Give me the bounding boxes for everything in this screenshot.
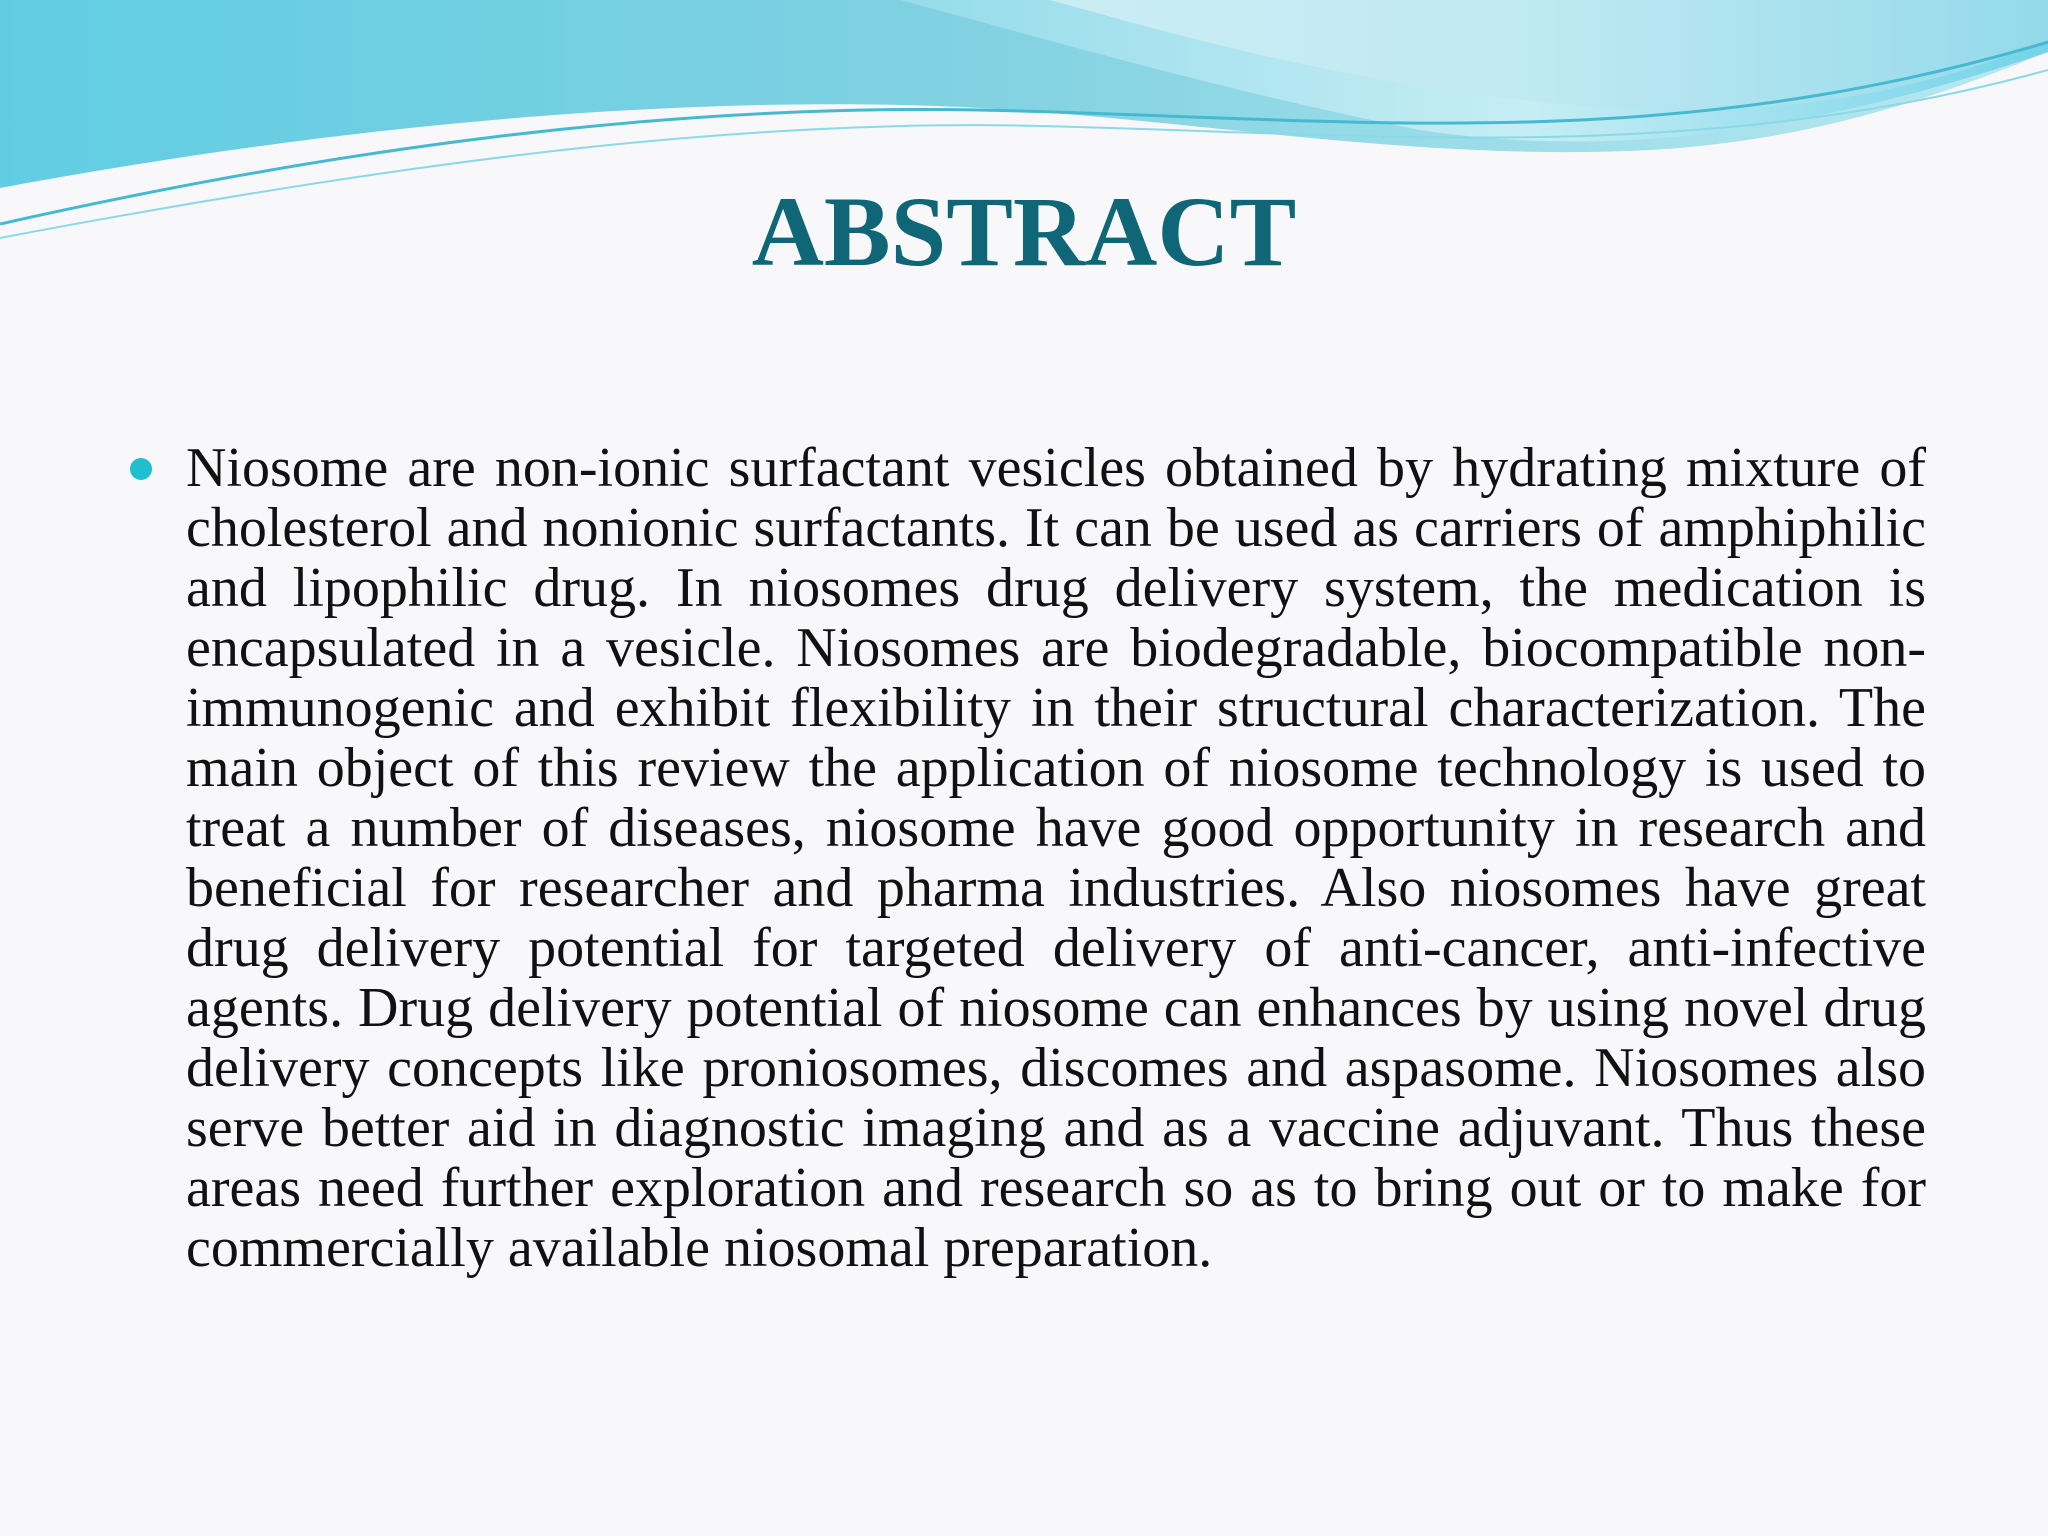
bullet-dot-icon bbox=[130, 458, 152, 480]
abstract-bullet-item bbox=[120, 437, 1926, 1279]
abstract-paragraph: Niosome are non-ionic surfactant vesicles obtained by hydrating mixture of cholesterol and nonionic surfactants. It can be used as carriers of amphiphilic and lipophilic drug. In niosomes drug delivery system, the medication is encapsulated in a vesicle. Niosomes are biodegradable, biocompatible non-immunogenic and exhibit flexibility in their structural characterization. The main object of this review the application of niosome technology is used to treat a number of diseases, niosome have good opportunity in research and beneficial for researcher and pharma industries. Also niosomes have great drug delivery potential for targeted delivery of anti-cancer, anti-infective agents. Drug delivery potential of niosome can enhances by using novel drug delivery concepts like proniosomes, discomes and aspasome. Niosomes also serve better aid in diagnostic imaging and as a vaccine adjuvant. Thus these areas need further exploration and research so as to bring out or to make for commercially available niosomal preparation. bbox=[186, 437, 1926, 1279]
slide-title: ABSTRACT bbox=[751, 176, 1297, 287]
abstract-bullet-list bbox=[120, 437, 1926, 1279]
